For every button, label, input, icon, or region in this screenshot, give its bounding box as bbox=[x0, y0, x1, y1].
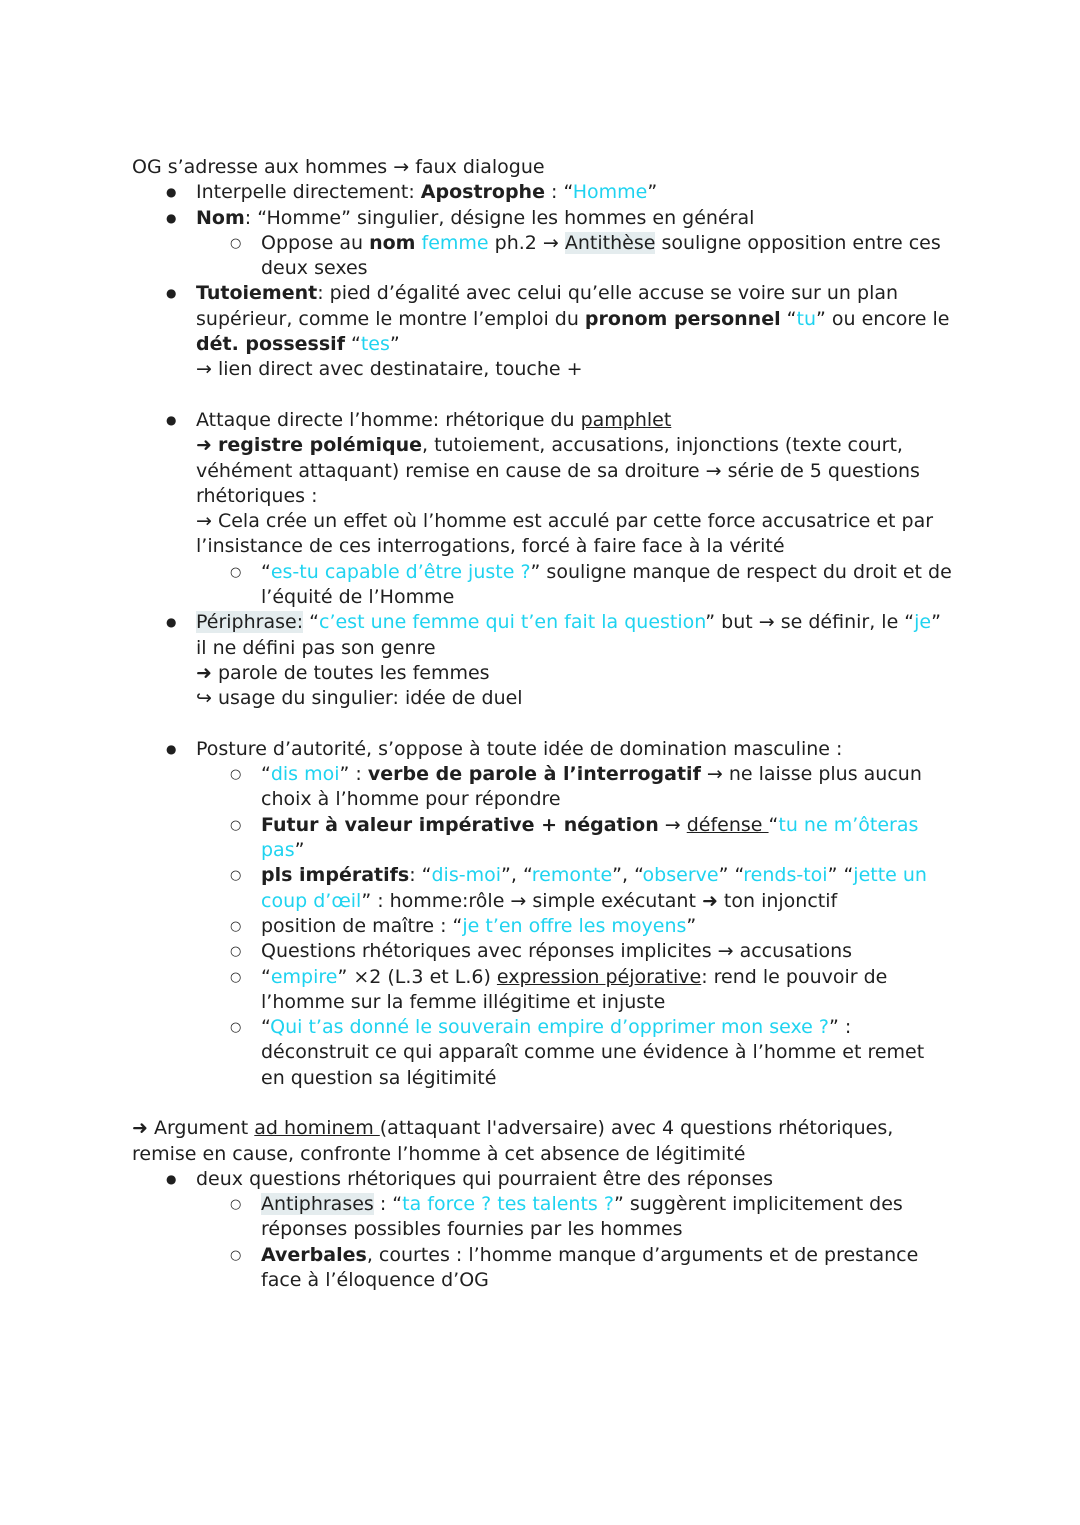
quote: ta force ? tes talents ? bbox=[402, 1193, 614, 1216]
subbullet-dis-moi: ○ “dis moi” : verbe de parole à l’interrogatif → ne laisse plus aucun choix à l’homme pour répondre bbox=[132, 762, 952, 813]
quote: c’est une femme qui t’en fait la question bbox=[319, 611, 706, 634]
bullet-posture: ● Posture d’autorité, s’oppose à toute idée de domination masculine : bbox=[132, 737, 952, 762]
highlight: Périphrase: bbox=[196, 611, 304, 634]
subbullet-souverain: ○ “Qui t’as donné le souverain empire d’opprimer mon sexe ?” : déconstruit ce qui apparaît comme une évidence à l’homme et remet en question sa légitimité bbox=[132, 1015, 952, 1091]
quote: dis moi bbox=[270, 763, 340, 786]
quote: es-tu capable d’être juste ? bbox=[270, 560, 531, 583]
document-page bbox=[132, 155, 952, 1293]
bullet-periphrase: ● Périphrase: “c’est une femme qui t’en fait la question” but → se définir, le “je” il ne défini pas son genre ➜ parole de toutes les femmes ↪ usage du singulier: idée de duel bbox=[132, 610, 952, 711]
quote: observe bbox=[642, 864, 719, 887]
underline: pamphlet bbox=[580, 408, 672, 431]
section-intro: OG s’adresse aux hommes → faux dialogue bbox=[132, 156, 545, 178]
highlight: Antithèse bbox=[564, 231, 656, 254]
bullet-attaque: ● Attaque directe l’homme: rhétorique du pamphlet ➜ registre polémique, tutoiement, accusations, injonctions (texte court, véhément attaquant) remise en cause de sa droiture → série de 5 questions rhétoriques : → Cela crée un effet où l’homme est acculé par cette force accusatrice et par l’insistance de ces interrogations, forcé à faire face à la vérité bbox=[132, 408, 952, 560]
bullet-tutoiement: ● Tutoiement: pied d’égalité avec celui qu’elle accuse se voire sur un plan supérieur, comme le montre l’emploi du pronom personnel “tu” ou encore le dét. possessif “tes” bbox=[132, 281, 952, 357]
subbullet-antiphrases: ○ Antiphrases : “ta force ? tes talents ?” suggèrent implicitement des réponses possibles fournies par les hommes bbox=[132, 1192, 952, 1243]
quote: je t’en offre les moyens bbox=[462, 914, 687, 937]
quote: empire bbox=[270, 965, 338, 988]
bullet-apostrophe: ● Interpelle directement: Apostrophe : “Homme” bbox=[132, 180, 952, 205]
subbullet-questions: ○ Questions rhétoriques avec réponses implicites → accusations bbox=[132, 939, 952, 964]
subbullet-averbales: ○ Averbales, courtes : l’homme manque d’arguments et de prestance face à l’éloquence d’OG bbox=[132, 1243, 952, 1294]
subbullet-maitre: ○ position de maître : “je t’en offre les moyens” bbox=[132, 914, 952, 939]
quote: Qui t’as donné le souverain empire d’opprimer mon sexe ? bbox=[270, 1016, 829, 1039]
arrow-line: → lien direct avec destinataire, touche + bbox=[196, 358, 583, 381]
quote: tu bbox=[796, 307, 816, 330]
bullet-deux-questions: ● deux questions rhétoriques qui pourraient être des réponses bbox=[132, 1167, 952, 1192]
quote: tes bbox=[360, 333, 390, 356]
quote: je bbox=[914, 611, 932, 634]
underline: défense bbox=[686, 813, 769, 836]
quote: dis-moi bbox=[431, 864, 502, 887]
subbullet-futur: ○ Futur à valeur impérative + négation → défense “tu ne m’ôteras pas” bbox=[132, 813, 952, 864]
bullet-nom: ● Nom: “Homme” singulier, désigne les hommes en général bbox=[132, 206, 952, 231]
subbullet-antithese: ○ Oppose au nom femme ph.2 → Antithèse souligne opposition entre ces deux sexes bbox=[132, 231, 952, 282]
quote: tu ne m’ôteras pas bbox=[261, 813, 919, 862]
argument-paragraph: ➜ Argument ad hominem (attaquant l'adversaire) avec 4 questions rhétoriques, remise en cause, confronte l’homme à cet absence de légitimité bbox=[132, 1117, 894, 1165]
quote: rends-toi bbox=[743, 864, 828, 887]
quote: jette un coup d’œil bbox=[261, 864, 927, 912]
subbullet-imperatifs: ○ pls impératifs: “dis-moi”, “remonte”, “observe” “rends-toi” “jette un coup d’œil” : homme:rôle → simple exécutant ➜ ton injonctif bbox=[132, 863, 952, 914]
quote: femme bbox=[421, 231, 489, 254]
underline: ad hominem bbox=[254, 1117, 380, 1140]
quote: Homme bbox=[572, 181, 648, 204]
subbullet-empire: ○ “empire” ×2 (L.3 et L.6) expression péjorative: rend le pouvoir de l’homme sur la femme illégitime et injuste bbox=[132, 965, 952, 1016]
quote: remonte bbox=[531, 864, 613, 887]
underline: expression péjorative bbox=[496, 965, 702, 988]
subbullet-juste: ○ “es-tu capable d’être juste ?” souligne manque de respect du droit et de l’équité de l’Homme bbox=[132, 560, 952, 611]
highlight: Antiphrases bbox=[261, 1193, 374, 1216]
